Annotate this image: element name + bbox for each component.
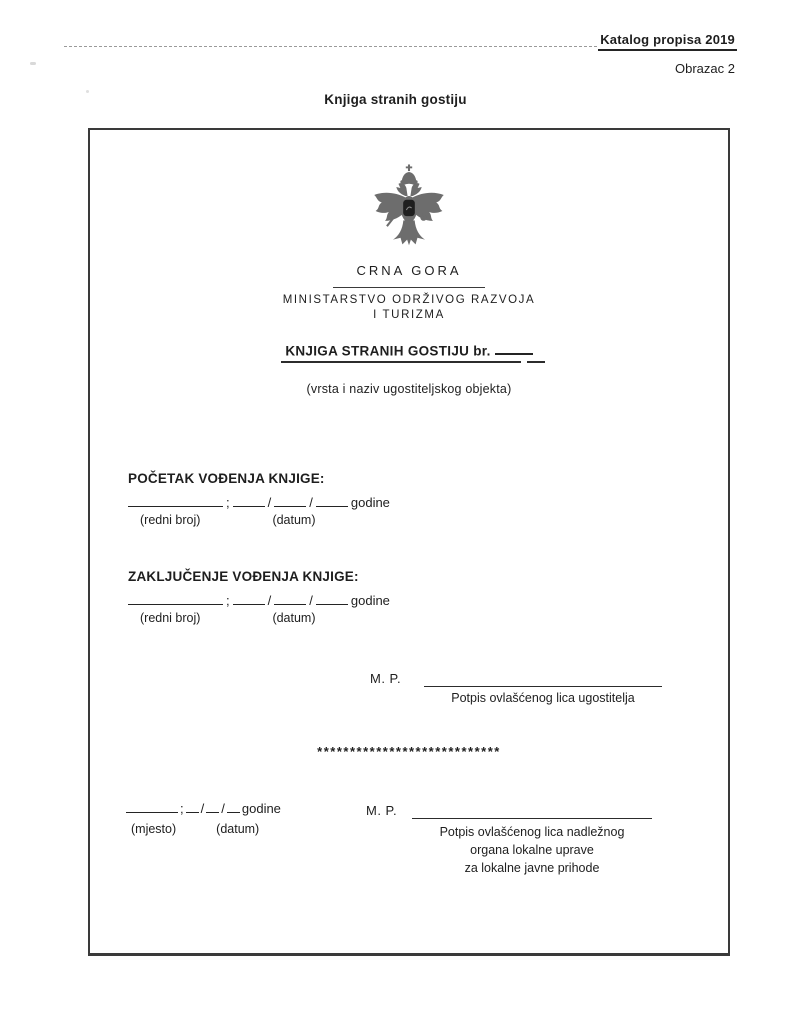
start-section xyxy=(128,471,393,527)
serial-number-blank xyxy=(128,593,223,605)
separator-token: ; xyxy=(226,495,230,511)
header-catalog xyxy=(64,31,737,49)
bottom-fill-row xyxy=(126,801,283,816)
month-blank xyxy=(206,801,219,813)
separator-token: ; xyxy=(226,593,230,609)
montenegro-coat-of-arms-icon xyxy=(90,164,728,263)
day-blank xyxy=(186,801,199,813)
asterisk-separator: **************************** xyxy=(317,744,501,759)
country-name: CRNA GORA xyxy=(356,263,462,278)
month-blank xyxy=(274,593,306,605)
end-caption-row xyxy=(128,611,393,625)
slash-token: / xyxy=(309,593,313,609)
object-caption: (vrsta i naziv ugostiteljskog objekta) xyxy=(306,382,512,396)
document-title: Knjiga stranih gostiju xyxy=(324,92,467,107)
bottom-caption-row xyxy=(126,822,259,836)
seal-mp-label: M. P. xyxy=(370,671,402,686)
authority-caption-line3: za lokalne javne prihode xyxy=(464,861,600,875)
date-caption: (datum) xyxy=(272,611,316,626)
book-number-blank xyxy=(495,342,533,355)
start-caption-row xyxy=(128,513,393,527)
end-section xyxy=(128,569,393,625)
serial-caption: (redni broj) xyxy=(140,513,201,528)
form-box xyxy=(88,128,730,956)
ministry-name-line2: I TURIZMA xyxy=(373,309,445,321)
slash-token: / xyxy=(221,801,225,817)
authority-caption-line2: organa lokalne uprave xyxy=(470,843,594,857)
date-caption: (datum) xyxy=(272,513,316,528)
day-blank xyxy=(233,495,265,507)
start-fill-row xyxy=(128,495,393,510)
place-blank xyxy=(126,801,178,813)
year-blank xyxy=(316,495,348,507)
year-blank xyxy=(227,801,240,813)
book-title xyxy=(90,342,728,358)
godine-label: godine xyxy=(350,593,390,609)
slash-token: / xyxy=(267,495,272,511)
scan-speck xyxy=(30,62,36,65)
separator-token: ; xyxy=(180,801,184,817)
godine-label: godine xyxy=(241,801,281,817)
day-blank xyxy=(233,593,265,605)
place-caption: (mjesto) xyxy=(131,822,177,836)
authority-signature-caption xyxy=(396,823,668,877)
signature-line xyxy=(424,672,662,687)
serial-number-blank xyxy=(128,495,223,507)
slash-token: / xyxy=(309,495,313,511)
signature-line xyxy=(412,804,652,819)
slash-token: / xyxy=(267,593,272,609)
catalog-title: Katalog propisa 2019 xyxy=(598,32,737,51)
month-blank xyxy=(274,495,306,507)
object-name-line xyxy=(281,361,521,363)
authority-caption-line1: Potpis ovlašćenog lica nadležnog xyxy=(439,825,625,839)
country-divider xyxy=(333,287,485,288)
form-number-label: Obrazac 2 xyxy=(675,61,735,76)
year-blank xyxy=(316,593,348,605)
end-fill-row xyxy=(128,593,393,608)
godine-label: godine xyxy=(350,495,390,511)
slash-token: / xyxy=(200,801,205,817)
seal-mp-label: M. P. xyxy=(366,803,398,818)
ministry-name-line1: MINISTARSTVO ODRŽIVOG RAZVOJA xyxy=(282,294,536,306)
book-title-text: KNJIGA STRANIH GOSTIJU br. xyxy=(285,343,491,359)
signature-caption: Potpis ovlašćenog lica ugostitelja xyxy=(451,691,635,705)
date-caption: (datum) xyxy=(216,822,260,836)
start-section-label: POČETAK VOĐENJA KNJIGE: xyxy=(128,471,325,486)
serial-caption: (redni broj) xyxy=(140,611,201,626)
end-section-label: ZAKLJUČENJE VOĐENJA KNJIGE: xyxy=(128,569,359,584)
object-name-line-dash xyxy=(527,361,545,363)
